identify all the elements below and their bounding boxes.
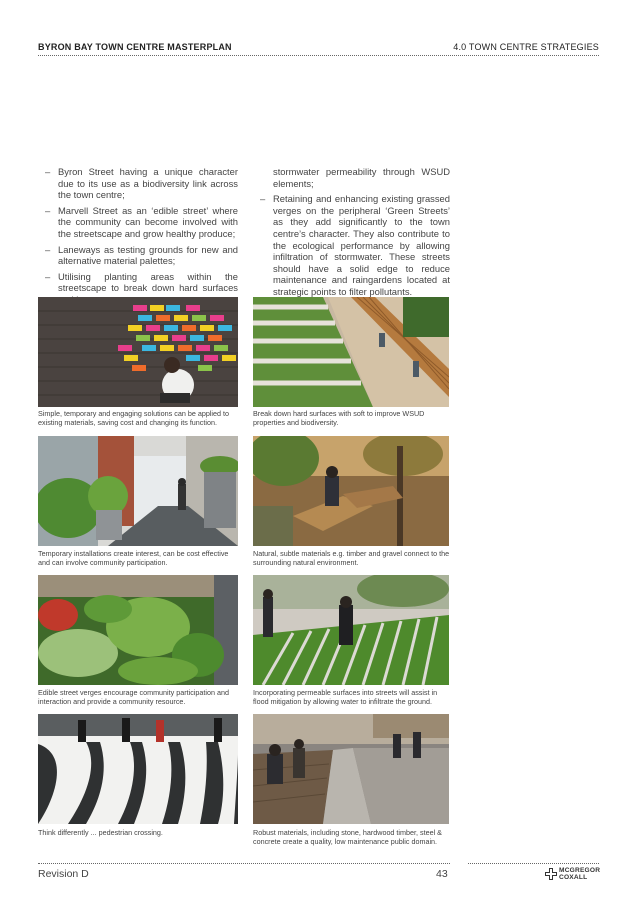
photo-caption: Temporary installations create interest, can be cost effective and can involve community participation. xyxy=(38,549,229,568)
photo-caption: Edible street verges encourage community participation and interaction and provide a community resource. xyxy=(38,688,229,707)
laneway-planters-photo xyxy=(38,436,238,546)
pedestrian-crossing-photo xyxy=(38,714,238,824)
mcgregor-coxall-logo xyxy=(545,866,601,882)
document-title: BYRON BAY TOWN CENTRE MASTERPLAN xyxy=(38,42,232,52)
bullet-item: – Marvell Street as an ‘edible street’ where the community can become involved with the streetscape and grow healthy produce; xyxy=(45,204,238,239)
photo-caption: Simple, temporary and engaging solutions can be applied to existing materials, saving cost and changing its function. xyxy=(38,409,229,428)
bullet-list-left xyxy=(38,166,238,310)
header-divider xyxy=(38,55,599,56)
page-number: 43 xyxy=(436,868,448,880)
timber-gravel-seating-photo xyxy=(253,436,449,546)
robust-materials-photo xyxy=(253,714,449,824)
footer-divider xyxy=(38,863,450,864)
photo-caption: Robust materials, including stone, hardwood timber, steel & concrete create a quality, low maintenance public domain. xyxy=(253,828,442,847)
chalk-paving-photo xyxy=(38,297,238,407)
logo-line-1: MCGREGOR xyxy=(559,867,601,874)
revision-label: Revision D xyxy=(38,868,89,880)
photo-caption: Think differently ... pedestrian crossing. xyxy=(38,828,163,837)
footer-divider-logo xyxy=(468,863,599,864)
bullet-item: – Utilising planting areas within the streetscape to break down hard surfaces xyxy=(45,270,238,294)
timber-bench-photo xyxy=(253,297,449,407)
photo-caption: Natural, subtle materials e.g. timber and gravel connect to the surrounding natural environment. xyxy=(253,549,450,568)
bullet-list-right xyxy=(253,166,450,302)
permeable-surface-photo xyxy=(253,575,449,685)
bullet-item: – Byron Street having a unique character due to its use as a biodiversity link across the town centre; xyxy=(45,166,238,201)
edible-verge-photo xyxy=(38,575,238,685)
bullet-item: – Laneways as testing grounds for new and alternative material palettes; xyxy=(45,243,238,267)
photo-caption: Break down hard surfaces with soft to improve WSUD properties and biodiversity. xyxy=(253,409,425,428)
cross-icon xyxy=(545,868,557,880)
bullet-continuation: stormwater permeability through WSUD elements; xyxy=(273,166,450,189)
photo-caption: Incorporating permeable surfaces into streets will assist in flood mitigation by allowing water to infiltrate the ground. xyxy=(253,688,438,707)
bullet-item: – Retaining and enhancing existing grassed verges on the peripheral ‘Green Streets’ as they add significantly to the town centre’s character. They also contribute to the ecological performance by allowing infiltration of stormwater. These streets should have a solid edge to reduce maintenance and raingardens located at strategic points to filter pollutants. xyxy=(260,193,450,297)
section-title: 4.0 TOWN CENTRE STRATEGIES xyxy=(453,42,599,52)
logo-line-2: COXALL xyxy=(559,874,588,881)
